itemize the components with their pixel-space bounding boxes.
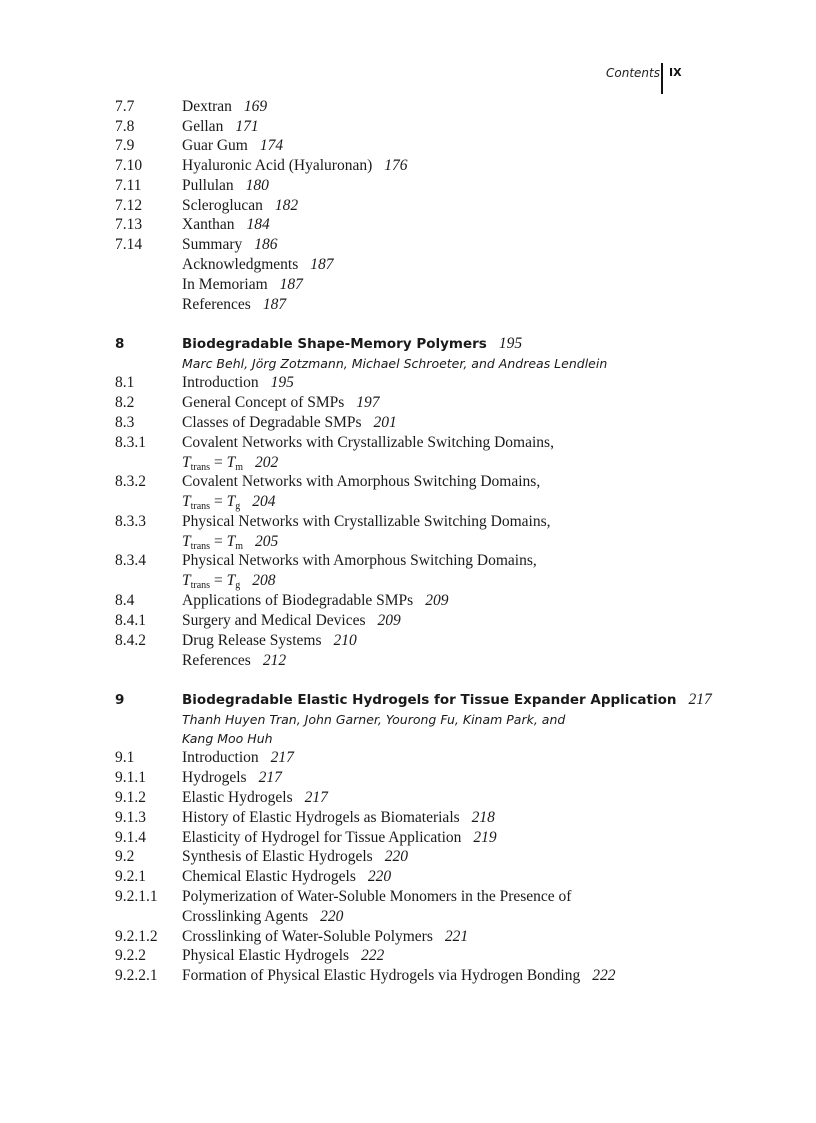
section-number: 9.2.2.1 bbox=[115, 967, 158, 984]
transition-temperature: $T_{trans} = T_m$ bbox=[182, 533, 243, 552]
section-number: 7.7 bbox=[115, 98, 135, 115]
page-ref: 220 bbox=[320, 908, 344, 925]
page-number: IX bbox=[669, 66, 682, 79]
section-title: Synthesis of Elastic Hydrogels bbox=[182, 848, 373, 865]
toc-entry bbox=[0, 867, 816, 887]
page-ref: 204 bbox=[252, 493, 276, 510]
page-ref: 210 bbox=[333, 632, 357, 649]
running-header-title: Contents bbox=[606, 66, 660, 80]
section-title: Xanthan bbox=[182, 216, 235, 233]
page-ref: 187 bbox=[279, 276, 303, 293]
section-title: General Concept of SMPs bbox=[182, 394, 345, 411]
toc-entry bbox=[0, 156, 816, 176]
section-number: 9.1.3 bbox=[115, 809, 146, 826]
page-ref: 219 bbox=[473, 829, 497, 846]
header-rule bbox=[661, 63, 663, 94]
transition-temperature: $T_{trans} = T_g$ bbox=[182, 572, 241, 591]
section-number: 8.1 bbox=[115, 374, 135, 391]
toc-entry bbox=[0, 393, 816, 413]
section-title: References bbox=[182, 296, 251, 313]
toc-entry bbox=[0, 433, 816, 453]
page-ref: 187 bbox=[310, 256, 334, 273]
section-title: Pullulan bbox=[182, 177, 234, 194]
page-ref: 195 bbox=[498, 335, 523, 352]
section-title: Applications of Biodegradable SMPs bbox=[182, 592, 414, 609]
section-title: Crosslinking Agents bbox=[182, 908, 309, 925]
page-ref: 197 bbox=[356, 394, 380, 411]
toc-entry bbox=[0, 748, 816, 768]
toc-entry bbox=[0, 235, 816, 255]
section-number: 9.1 bbox=[115, 749, 135, 766]
toc-entry bbox=[0, 808, 816, 828]
toc-entry bbox=[0, 887, 816, 907]
section-title: Covalent Networks with Crystallizable Switching Domains, bbox=[182, 434, 554, 451]
toc-entry-continuation bbox=[0, 492, 816, 512]
page-ref: 182 bbox=[274, 197, 299, 214]
section-title: History of Elastic Hydrogels as Biomaterials bbox=[182, 809, 460, 826]
toc-entry bbox=[0, 255, 816, 275]
toc-entry-continuation bbox=[0, 453, 816, 473]
page-ref: 169 bbox=[243, 98, 268, 115]
page-ref: 222 bbox=[592, 967, 616, 984]
toc-entry bbox=[0, 295, 816, 315]
author-list: Kang Moo Huh bbox=[182, 731, 273, 746]
toc-entry bbox=[0, 591, 816, 611]
section-number: 7.11 bbox=[115, 177, 142, 194]
toc-entry-continuation bbox=[0, 907, 816, 927]
chapter-heading bbox=[0, 690, 816, 710]
transition-temperature: $T_{trans} = T_m$ bbox=[182, 454, 243, 473]
section-number: 8.4.1 bbox=[115, 612, 146, 629]
toc-entry bbox=[0, 768, 816, 788]
author-list: Marc Behl, Jörg Zotzmann, Michael Schroeter, and Andreas Lendlein bbox=[182, 356, 608, 371]
toc-entry bbox=[0, 196, 816, 216]
section-title: References bbox=[182, 652, 251, 669]
section-title: Surgery and Medical Devices bbox=[182, 612, 366, 629]
section-title: Gellan bbox=[182, 118, 224, 135]
toc-entry bbox=[0, 631, 816, 651]
section-title: Dextran bbox=[182, 98, 232, 115]
toc-entry-continuation bbox=[0, 532, 816, 552]
toc-entry bbox=[0, 117, 816, 137]
toc-entry bbox=[0, 97, 816, 117]
page-ref: 202 bbox=[254, 454, 279, 471]
section-title: Acknowledgments bbox=[182, 256, 299, 273]
section-title: Elasticity of Hydrogel for Tissue Application bbox=[182, 829, 462, 846]
section-number: 9.2 bbox=[115, 848, 135, 865]
section-number: 8.3.3 bbox=[115, 513, 146, 530]
author-list: Thanh Huyen Tran, John Garner, Yourong Fu, Kinam Park, and bbox=[182, 712, 566, 727]
section-title: Introduction bbox=[182, 374, 259, 391]
toc-entry bbox=[0, 373, 816, 393]
toc-entry bbox=[0, 847, 816, 867]
page-ref: 218 bbox=[471, 809, 495, 826]
section-title: Polymerization of Water-Soluble Monomers in the Presence of bbox=[182, 888, 572, 905]
page-ref: 208 bbox=[252, 572, 276, 589]
page-ref: 220 bbox=[367, 868, 392, 885]
page-ref: 201 bbox=[373, 414, 397, 431]
page-ref: 187 bbox=[262, 296, 287, 313]
toc-entry bbox=[0, 828, 816, 848]
toc-entry bbox=[0, 946, 816, 966]
section-number: 9.1.2 bbox=[115, 789, 146, 806]
page-ref: 217 bbox=[688, 691, 712, 708]
page-ref: 174 bbox=[259, 137, 284, 154]
chapter-title: Biodegradable Shape-Memory Polymers bbox=[182, 336, 487, 352]
chapter-authors bbox=[0, 710, 816, 730]
page-ref: 171 bbox=[235, 118, 259, 135]
transition-temperature: $T_{trans} = T_g$ bbox=[182, 493, 241, 512]
section-title: Hyaluronic Acid (Hyaluronan) bbox=[182, 157, 373, 174]
page-ref: 205 bbox=[254, 533, 279, 550]
section-number: 7.13 bbox=[115, 216, 143, 233]
section-number: 9.2.2 bbox=[115, 947, 146, 964]
toc-entry bbox=[0, 966, 816, 986]
section-title: Covalent Networks with Amorphous Switching Domains, bbox=[182, 473, 541, 490]
section-title: Physical Elastic Hydrogels bbox=[182, 947, 350, 964]
chapter-number: 9 bbox=[115, 692, 125, 708]
section-number: 9.1.4 bbox=[115, 829, 146, 846]
section-title: Summary bbox=[182, 236, 243, 253]
page-ref: 186 bbox=[254, 236, 278, 253]
section-title: Physical Networks with Crystallizable Switching Domains, bbox=[182, 513, 551, 530]
page-ref: 222 bbox=[361, 947, 385, 964]
section-number: 7.8 bbox=[115, 118, 135, 135]
chapter-authors bbox=[0, 354, 816, 374]
running-header bbox=[560, 63, 720, 93]
page-ref: 209 bbox=[377, 612, 401, 629]
chapter-title: Biodegradable Elastic Hydrogels for Tissue Expander Application bbox=[182, 692, 677, 708]
page-ref: 217 bbox=[270, 749, 294, 766]
page-ref: 176 bbox=[384, 157, 408, 174]
section-title: In Memoriam bbox=[182, 276, 268, 293]
section-number: 8.3.4 bbox=[115, 552, 146, 569]
section-number: 8.3.1 bbox=[115, 434, 146, 451]
page-ref: 184 bbox=[246, 216, 270, 233]
toc-entry bbox=[0, 651, 816, 671]
section-title: Elastic Hydrogels bbox=[182, 789, 293, 806]
toc-entry bbox=[0, 927, 816, 947]
toc-entry bbox=[0, 551, 816, 571]
section-title: Introduction bbox=[182, 749, 259, 766]
page-ref: 195 bbox=[270, 374, 294, 391]
page-ref: 217 bbox=[304, 789, 328, 806]
toc-entry bbox=[0, 611, 816, 631]
section-title: Classes of Degradable SMPs bbox=[182, 414, 362, 431]
section-number: 8.4 bbox=[115, 592, 135, 609]
toc-entry bbox=[0, 413, 816, 433]
toc-entry bbox=[0, 136, 816, 156]
page-ref: 220 bbox=[384, 848, 408, 865]
section-number: 8.2 bbox=[115, 394, 135, 411]
page-ref: 212 bbox=[262, 652, 287, 669]
section-number: 9.2.1 bbox=[115, 868, 146, 885]
section-number: 7.9 bbox=[115, 137, 135, 154]
section-number: 9.1.1 bbox=[115, 769, 146, 786]
chapter-number: 8 bbox=[115, 336, 125, 352]
toc-entry-continuation bbox=[0, 571, 816, 591]
section-number: 7.14 bbox=[115, 236, 143, 253]
chapter-authors bbox=[0, 729, 816, 749]
section-title: Drug Release Systems bbox=[182, 632, 322, 649]
toc-entry bbox=[0, 512, 816, 532]
section-number: 7.12 bbox=[115, 197, 143, 214]
toc-entry bbox=[0, 215, 816, 235]
toc-entry bbox=[0, 275, 816, 295]
section-number: 8.4.2 bbox=[115, 632, 146, 649]
section-title: Guar Gum bbox=[182, 137, 248, 154]
section-title: Scleroglucan bbox=[182, 197, 263, 214]
page-ref: 209 bbox=[425, 592, 449, 609]
section-number: 9.2.1.1 bbox=[115, 888, 158, 905]
section-number: 9.2.1.2 bbox=[115, 928, 158, 945]
section-number: 8.3.2 bbox=[115, 473, 146, 490]
page-ref: 217 bbox=[258, 769, 282, 786]
section-title: Formation of Physical Elastic Hydrogels via Hydrogen Bonding bbox=[182, 967, 581, 984]
chapter-heading bbox=[0, 334, 816, 354]
toc-entry bbox=[0, 472, 816, 492]
section-title: Hydrogels bbox=[182, 769, 247, 786]
toc-entry bbox=[0, 176, 816, 196]
section-number: 7.10 bbox=[115, 157, 143, 174]
page-ref: 180 bbox=[245, 177, 269, 194]
section-number: 8.3 bbox=[115, 414, 135, 431]
section-title: Crosslinking of Water-Soluble Polymers bbox=[182, 928, 433, 945]
page-ref: 221 bbox=[444, 928, 469, 945]
section-title: Chemical Elastic Hydrogels bbox=[182, 868, 356, 885]
toc-entry bbox=[0, 788, 816, 808]
section-title: Physical Networks with Amorphous Switching Domains, bbox=[182, 552, 537, 569]
